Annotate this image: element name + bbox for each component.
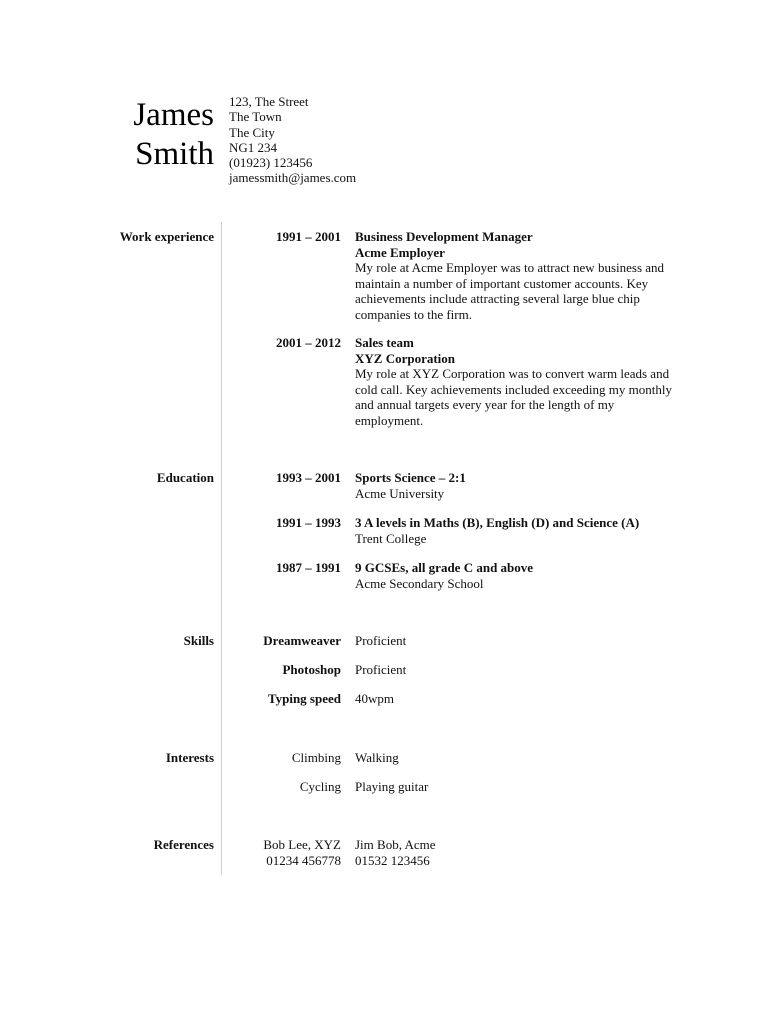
- address-city: The City: [229, 124, 275, 140]
- edu-entry-1: [355, 470, 685, 501]
- reference-1: [263, 837, 341, 869]
- name-heading: [100, 96, 214, 174]
- work-title-2: Sales team: [355, 335, 414, 350]
- interest-1: Climbing: [291, 750, 341, 765]
- reference-2-phone: 01532 123456: [355, 853, 430, 868]
- skill-name-3: Typing speed: [267, 691, 341, 706]
- phone-number: (01923) 123456: [229, 155, 313, 171]
- section-label-interests: Interests: [165, 750, 214, 765]
- edu-dates-2: 1991 – 1993: [276, 515, 341, 530]
- skill-level-2: Proficient: [355, 662, 407, 677]
- work-entry-2: [355, 335, 685, 428]
- address-street: 123, The Street: [229, 94, 309, 109]
- edu-org-1: Acme University: [355, 485, 445, 501]
- contact-block: [229, 94, 356, 186]
- edu-org-3: Acme Secondary School: [355, 575, 484, 591]
- section-label-references: References: [153, 837, 214, 852]
- address-town: The Town: [229, 109, 282, 125]
- work-org-1: Acme Employer: [355, 244, 445, 260]
- first-name: James: [133, 97, 214, 133]
- interest-4: Playing guitar: [355, 779, 429, 794]
- work-entry-1: [355, 229, 685, 322]
- skill-name-1: Dreamweaver: [263, 633, 341, 648]
- divider-line: [221, 222, 222, 875]
- work-dates-2: 2001 – 2012: [276, 335, 341, 350]
- work-title-1: Business Development Manager: [355, 229, 533, 244]
- section-label-work: Work experience: [119, 229, 214, 244]
- edu-dates-3: 1987 – 1991: [276, 560, 341, 575]
- interest-3: Cycling: [299, 779, 341, 794]
- reference-2: [355, 837, 685, 869]
- edu-title-2: 3 A levels in Maths (B), English (D) and Science (A): [355, 515, 640, 530]
- skill-name-2: Photoshop: [282, 662, 341, 677]
- skill-level-3: 40wpm: [355, 691, 394, 706]
- skill-level-1: Proficient: [355, 633, 407, 648]
- last-name: Smith: [135, 136, 214, 172]
- work-dates-1: 1991 – 2001: [276, 229, 341, 244]
- reference-2-name: Jim Bob, Acme: [355, 837, 436, 852]
- edu-entry-3: [355, 560, 685, 591]
- email-address: jamessmith@james.com: [229, 170, 357, 186]
- edu-org-2: Trent College: [355, 530, 427, 546]
- edu-title-3: 9 GCSEs, all grade C and above: [355, 560, 534, 575]
- section-label-skills: Skills: [183, 633, 214, 648]
- interest-2: Walking: [355, 750, 399, 765]
- edu-title-1: Sports Science – 2:1: [355, 470, 466, 485]
- edu-dates-1: 1993 – 2001: [276, 470, 341, 485]
- reference-1-name: Bob Lee, XYZ: [263, 837, 341, 852]
- address-postcode: NG1 234: [229, 139, 278, 155]
- work-desc-2: My role at XYZ Corporation was to convert warm leads and cold call. Key achievements included exceeding my monthly and annual targets every year for the length of my employment.: [355, 366, 672, 428]
- work-org-2: XYZ Corporation: [355, 350, 456, 366]
- edu-entry-2: [355, 515, 685, 546]
- reference-1-phone: 01234 456778: [266, 853, 341, 868]
- section-label-education: Education: [156, 470, 214, 485]
- work-desc-1: My role at Acme Employer was to attract new business and maintain a number of important customer accounts. Key achievements include attracting several large blue chip companies to the firm.: [355, 260, 665, 322]
